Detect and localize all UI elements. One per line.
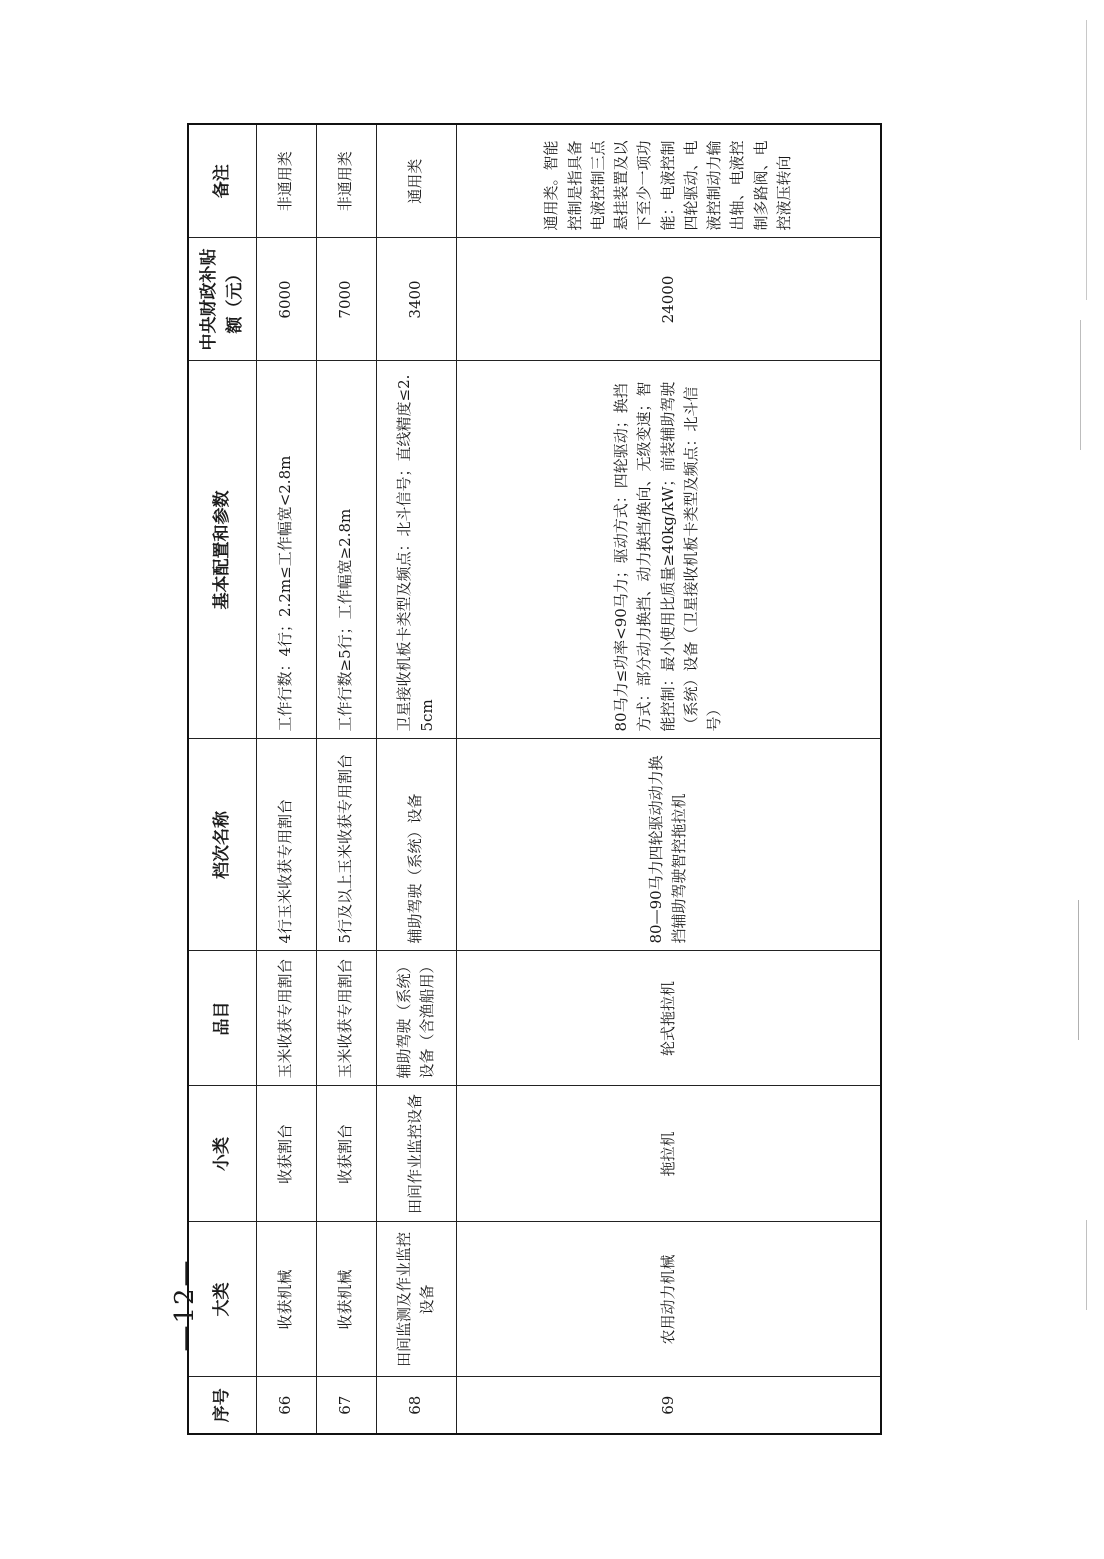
cell-config: 卫星接收机板卡类型及频点：北斗信号；直线精度≤2.5cm xyxy=(376,361,456,739)
cell-seq: 67 xyxy=(316,1377,376,1434)
header-seq: 序号 xyxy=(188,1377,256,1434)
cell-config: 工作行数≥5行；工作幅宽≥2.8m xyxy=(316,361,376,739)
table-row xyxy=(316,124,376,1434)
cell-seq: 69 xyxy=(456,1377,881,1434)
scan-edge-line xyxy=(1080,320,1081,450)
header-remark: 备注 xyxy=(188,124,256,238)
table-row xyxy=(456,124,881,1434)
cell-major: 收获机械 xyxy=(316,1222,376,1377)
cell-item: 辅助驾驶（系统）设备（含渔船用） xyxy=(376,951,456,1086)
cell-remark: 非通用类 xyxy=(316,124,376,238)
cell-minor: 收获割台 xyxy=(316,1086,376,1222)
cell-grade: 5行及以上玉米收获专用割台 xyxy=(316,739,376,951)
cell-major: 农用动力机械 xyxy=(456,1222,881,1377)
cell-remark: 通用类 xyxy=(376,124,456,238)
cell-subsidy: 24000 xyxy=(456,238,881,361)
cell-remark: 通用类。智能控制是指具备电液控制三点悬挂装置及以下至少一项功能：电液控制四轮驱动、电液控制动力输出轴、电液控制多路阀、电控液压转向 xyxy=(456,124,881,238)
cell-grade: 辅助驾驶（系统）设备 xyxy=(376,739,456,951)
rotated-page xyxy=(187,125,882,1435)
cell-grade: 80—90马力四轮驱动动力换挡辅助驾驶智控拖拉机 xyxy=(456,739,881,951)
cell-minor: 田间作业监控设备 xyxy=(376,1086,456,1222)
header-minor: 小类 xyxy=(188,1086,256,1222)
cell-seq: 68 xyxy=(376,1377,456,1434)
cell-item: 玉米收获专用割台 xyxy=(256,951,316,1086)
header-config: 基本配置和参数 xyxy=(188,361,256,739)
header-subsidy: 中央财政补贴额（元） xyxy=(188,238,256,361)
cell-item: 玉米收获专用割台 xyxy=(316,951,376,1086)
scan-edge-line xyxy=(1086,20,1087,300)
header-major: 大类 xyxy=(188,1222,256,1377)
cell-config: 工作行数：4行；2.2m≤工作幅宽<2.8m xyxy=(256,361,316,739)
header-item: 品目 xyxy=(188,951,256,1086)
header-grade: 档次名称 xyxy=(188,739,256,951)
page-number: —12— xyxy=(170,1258,200,1352)
cell-minor: 收获割台 xyxy=(256,1086,316,1222)
cell-config: 80马力≤功率<90马力；驱动方式：四轮驱动；换挡方式：部分动力换挡、动力换挡/换向、无级变速；智能控制：最小使用比质量≥40kg/kW；前装辅助驾驶（系统）设备（卫星接收机板卡类型及频点：北斗信号） xyxy=(456,361,881,739)
cell-subsidy: 6000 xyxy=(256,238,316,361)
cell-major: 收获机械 xyxy=(256,1222,316,1377)
table-row xyxy=(376,124,456,1434)
cell-subsidy: 3400 xyxy=(376,238,456,361)
cell-subsidy: 7000 xyxy=(316,238,376,361)
cell-major: 田间监测及作业监控设备 xyxy=(376,1222,456,1377)
scan-edge-line xyxy=(1086,1220,1087,1310)
subsidy-table xyxy=(187,123,882,1435)
scan-edge-line xyxy=(1078,900,1079,1040)
table-header-row xyxy=(188,124,256,1434)
cell-seq: 66 xyxy=(256,1377,316,1434)
cell-remark: 非通用类 xyxy=(256,124,316,238)
table-row xyxy=(256,124,316,1434)
cell-item: 轮式拖拉机 xyxy=(456,951,881,1086)
cell-minor: 拖拉机 xyxy=(456,1086,881,1222)
cell-grade: 4行玉米收获专用割台 xyxy=(256,739,316,951)
